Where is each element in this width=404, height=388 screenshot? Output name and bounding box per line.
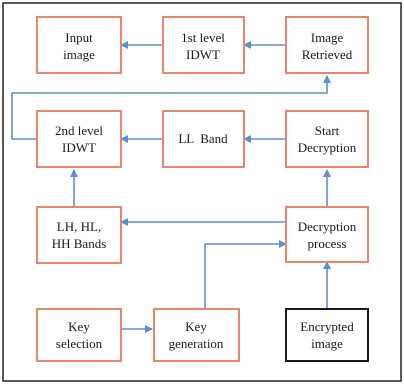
node-label: image xyxy=(311,336,343,351)
node-label: 2nd level xyxy=(54,123,104,138)
node-label: image xyxy=(63,47,95,62)
node-label: Decryption xyxy=(297,140,357,155)
node-label: process xyxy=(307,236,347,251)
node-label: Encrypted xyxy=(300,319,354,334)
node-label: IDWT xyxy=(62,140,96,155)
node-label: LL Band xyxy=(178,131,228,146)
node-label: Image xyxy=(310,30,344,45)
node-image-retrieved xyxy=(286,17,368,73)
node-label: selection xyxy=(55,336,103,351)
node-label: Decryption xyxy=(297,219,357,234)
node-label: HH Bands xyxy=(51,236,107,251)
node-encrypted-image xyxy=(286,309,368,361)
node-label: Key xyxy=(68,319,90,334)
node-label: Input xyxy=(65,30,93,45)
node-input-image xyxy=(37,17,121,73)
node-decryption-process xyxy=(286,207,368,262)
node-label: Key xyxy=(185,319,207,334)
node-label: LH, HL, xyxy=(56,219,102,234)
node-label: generation xyxy=(168,336,224,351)
node-start-decryption xyxy=(286,111,368,167)
node-ll-band xyxy=(163,111,244,167)
node-label: 1st level xyxy=(181,30,225,45)
node-label: IDWT xyxy=(186,47,220,62)
node-key-selection xyxy=(37,309,121,361)
node-second-level-idwt xyxy=(37,111,121,167)
node-first-level-idwt xyxy=(163,17,244,73)
node-label: Retrieved xyxy=(301,47,353,62)
node-label: Start xyxy=(314,123,340,138)
node-lh-hl-hh-bands xyxy=(37,207,121,263)
node-key-generation xyxy=(154,309,239,361)
